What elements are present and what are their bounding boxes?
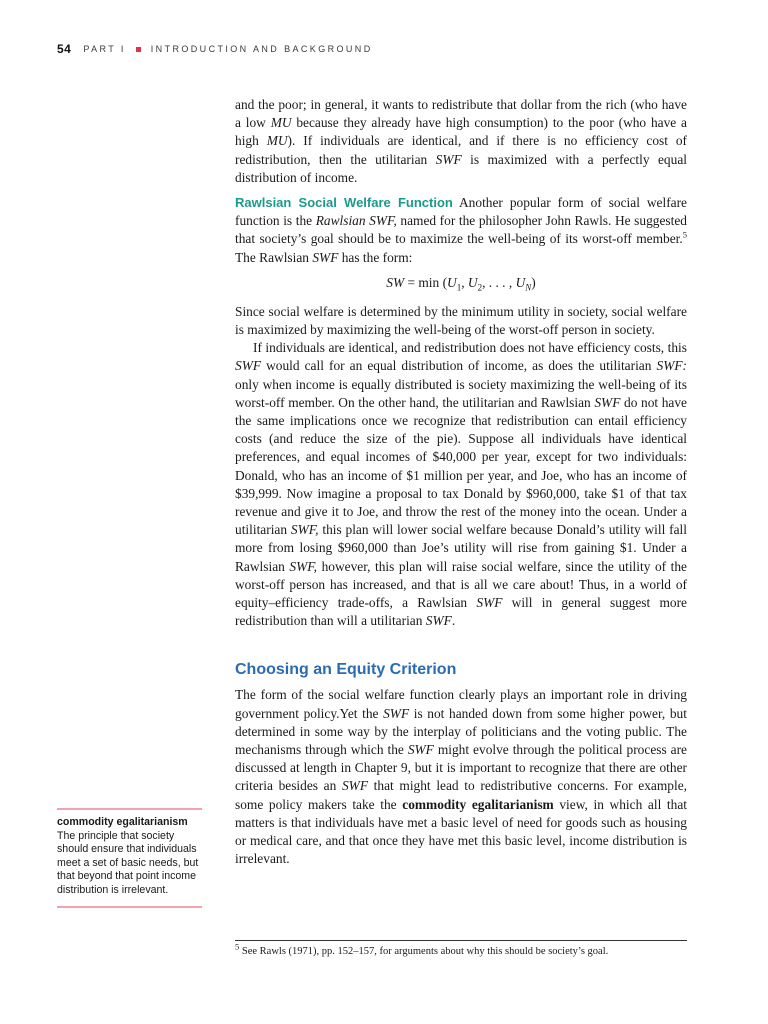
margin-definition-text: The principle that society should ensure that individuals meet a set of basic needs, but that beyond that point income distribution is irrelevant. [57, 829, 199, 896]
footnote-number: 5 [235, 941, 240, 952]
footnote-text: See Rawls (1971), pp. 152–157, for arguments about why this should be society’s goal. [239, 946, 609, 957]
footnote-divider [235, 940, 687, 941]
margin-definition [57, 808, 202, 908]
paragraph-rawlsian-intro: Rawlsian Social Welfare Function Another popular form of social welfare function is the Rawlsian SWF, named for the philosopher John Rawls. He suggested that society’s goal should be to maximize the well-being of its worst-off member.$^5$ The Rawlsian SWF has the form: [235, 195, 687, 265]
footnote-ref-5[interactable]: 5 [682, 229, 687, 240]
margin-rule-bottom [57, 906, 202, 908]
margin-rule-top [57, 808, 202, 810]
separator-square-icon [136, 47, 141, 52]
main-text-column [235, 96, 687, 868]
paragraph-minimum-utility: Since social welfare is determined by the minimum utility in society, social welfare is maximized by maximizing the well-being of the worst-off person in society. [235, 303, 687, 337]
margin-term: commodity egalitarianism [57, 816, 188, 828]
part-label: PART I [83, 44, 126, 54]
running-head [57, 41, 717, 57]
key-term-commodity-egalitarianism: commodity egalitarianism [402, 796, 554, 812]
rawlsian-run-in-heading: Rawlsian Social Welfare Function [235, 195, 453, 211]
page-number: 54 [57, 42, 72, 56]
paragraph-equity-criterion: The form of the social welfare function clearly plays an important role in driving government policy.Yet the SWF is not handed down from some higher power, but determined in some way by the interplay of politicians and the voting public. The mechanisms through which the SWF might evolve through the political process are discussed at length in Chapter 9, but it is important to recognize that there are other criteria besides an SWF that might lead to redistributive concerns. For example, some policy makers take the commodity egalitarianism view, in which all that matters is that individuals have met a basic level of need for goods such as housing or medical care, and that once they have met this basic level, income distribution is irrelevant. [235, 687, 688, 867]
paragraph-utilitarian-conclusion: and the poor; in general, it wants to redistribute that dollar from the rich (who have a low MU because they already have high consumption) to the poor (who have a high MU). If individuals are identical, and if there is no efficiency cost of redistribution, then the utilitarian SWF is maximized with a perfectly equal distribution of income. [235, 97, 688, 185]
chapter-label: INTRODUCTION AND BACKGROUND [150, 44, 373, 54]
rawlsian-equation: SW = $\min (U_1$, $U_2$, . . . , $U_N$) [386, 274, 536, 293]
paragraph-donald-joe-example: If individuals are identical, and redistribution does not have efficiency costs, this SWF would call for an equal distribution of income, as does the utilitarian SWF: only when income is equally distributed is society maximizing the well-being of its worst-off member. On the other hand, the utilitarian and Rawlsian SWF do not have the same implications once we recognize that redistribution can entail efficiency costs (and reduce the size of the pie). Suppose all individuals have identical preferences, and equal incomes of $40,000 per year, except for two individuals: Donald, who has an income of $1 million per year, and Joe, who has an income of $39,999. Now imagine a proposal to tax Donald by $960,000, take $1 of that tax revenue and give it to Joe, and throw the rest of the money into the ocean. Under a utilitarian SWF, this plan will lower social welfare because Donald’s utility will fall more from losing $960,000 than Joe’s utility will rise from gaining $1. Under a Rawlsian SWF, however, this plan will raise social welfare, since the utility of the worst-off person has increased, and that is all we care about! Thus, in a world of equity–efficiency trade-offs, a Rawlsian SWF will in general suggest more redistribution than will a utilitarian SWF. [235, 340, 687, 629]
section-title: Choosing an Equity Criterion [235, 661, 457, 679]
footnote [235, 941, 687, 958]
